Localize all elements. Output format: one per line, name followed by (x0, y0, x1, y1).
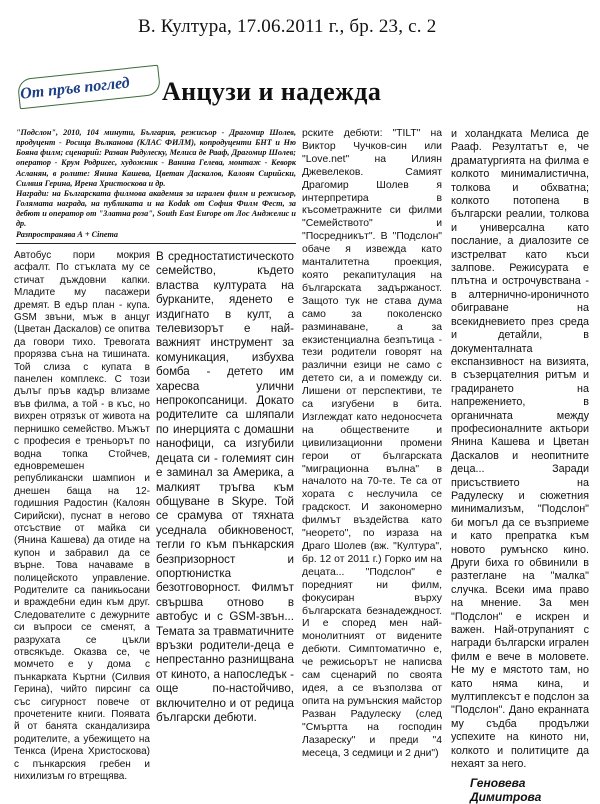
column-3-text: рските дебюти: "TILT" на Виктор Чучков-син или "Love.net" на Илиян Джевелеков. Самият Драгомир Шолев я интерпретира в късометражните си филми "Семейството" и "Посредникът". В "Подслон" обаче я извежда като манталитетна проекция, която рекапитулация на българската задържаност. Защото тук не става дума само за поколенско разминаване, а за екзистенциална безпътица - тези родители говорят на различни езици не само с детето си, а и помежду си. Лишени от перспективи, те са изгубени в бита. Изглеждат като недоносчета на обществените и цивилизационни промени герои от българската "миграционна вълна" в началото на 70-те. Те са от хората с неслучила се градскост. И закономерно филмът въздейства като "неорето", по израза на Драго Шолев (вж. "Култура", бр. 12 от 2011 г.) Горко им на децата... "Подслон" е поредният ни филм, фокусиран върху българската безнадеждност. И е според мен най-монолитният от видените дебюти. Симптоматично е, че режисьорът не написва сам сценарий по своята идея, а се възползва от опита на румънския майстор Разван Радулеску (след "Смъртта на господин Лазареску" и преди "4 месеца, 3 седмици и 2 дни") (302, 128, 442, 759)
text-column-2 (156, 250, 294, 725)
credits-distribution: Разпространява А + Cinema (16, 229, 119, 239)
film-credits (16, 128, 296, 240)
text-column-1 (14, 250, 150, 783)
article-author: Геновева Димитрова (470, 776, 542, 804)
rubric-label: От пръв поглед (19, 74, 131, 103)
publication-source: В. Култура, 17.06.2011 г., бр. 23, с. 2 (138, 16, 437, 37)
column-4-text: и холандката Мелиса де Рааф. Резултатът е, че драматургията на филма е колкото минималистична, толкова и обхватна; колкото потопена в български реалии, толкова и универсална като послание, а диалозите се изстрелват като къси залпове. Режисурата е плътна и острочувствана - в алтерничнo-ироничното обиграване на всекидневието през среда и детайли, в документалната експанзивност на визията, в съзерцателния ритъм и градирането на напрежението, в органичната между професионалните актьори Янина Кашева и Цветан Даскалов и неопитните деца... Заради присъствието на Радулеску и сюжетния минимализъм, "Подслон" би могъл да се възприеме и като препратка към новото румънско кино. Други биха го обвинили в разтеглане на "малка" случка. Всеки има право на мнение. За мен "Подслон" е искрен и важен. Най-отрупаният с награди български игрален филм е вече в моловете. Не му е мястото там, но като няма кина, и мултиплексът е подслон за "Подслон". Дано екранната му съдба продължи успехите на киното ни, колкото и политиците да нехаят за него. (451, 128, 589, 771)
credits-divider (16, 243, 296, 244)
credits-awards: Награди: на Българската филмова академия за игрален филм и режисьор, Голямата награда, на публиката и на Kodak от София Филм Фест, за дебют и оператор от "Златна роза", South East Europe от Лос Анджелис и др. (16, 188, 296, 229)
text-column-4 (451, 128, 589, 772)
column-2-text: В средностатистическото семейство, където властва културата на бурканите, яденето е издигнато в култ, а телевизорът е най-важният инструмент за комуникация, избухва бомба - детето им харесва улични непрокопсаници. Докато родителите са шляпали по инерцията с домашни нанофици, са изгубили децата си - големият син е заминал за Америка, а малкият тръгва към общуване в Skype. Той се срамува от тяхната уседнала обикновеност, тегли го към пънкарския безпризорност и опортюнистка безотговорност. Филмът свършва отново в автобус и с GSM-звън... Темата за травматичните връзки родители-деца е непрестанно разнищвана от киното, а напоследък - още по-настойчиво, включително и от редица български дебюти. (156, 250, 294, 724)
column-1-text: Автобус пори мокрия асфалт. По стъклата му се стичат дъждовни капки. Младите му пасажери дремят. В едър план - купа. GSM звъни, мъж в анцуг (Цветан Даскалов) се опитва да говори тихо. Тревогата прорязва съна на тишината. Той слиза с купата в панелен комплекс. С този дълъг пръв кадър влизаме във филма, а той - в къс, но вихрен отрязък от живота на пернишко семейство. Мъжът с професия е треньорът по водна топка Стойчев, едновремешен републикански шампион и днешен баща на 12-годишния Радостин (Калоян Сирийски), пуснат в негово отсъствие от майка си (Янина Кашева) да отиде на купон и забравил да се върне. Това начаваме в полицейското управление. Родителите са паникьосани и враждебни един към друг. Следователите с дежурните си въпроси се сменят, а разрухата се цъкли отвсякъде. Оказва се, че момчето е у дома с пънкарката Къртни (Силвия Герина), чийто пирсинг са със сигурност повече от прочетените книги. Появата й от банята скандализира родителите, а убежището на Тенкса (Ирена Христоскова) с пънкарския гребен и нихилизъм го втрещява. (14, 250, 150, 783)
text-column-3 (302, 128, 442, 760)
credits-production: "Подслон", 2010, 104 минути, България, режисьор - Драгомир Шолев, продуцент - Росица Вълканова (КЛАС ФИЛМ), копродуценти БНТ и Ню Бояна филм; сценарий: Разван Радулеску, Мелиса де Рааф, Драгомир Шолев; оператор - Крум Родригес, художник - Ванина Гелева, монтаж - Кеворк Асланян, в ролите: Янина Кашева, Цветан Даскалов, Калоян Сирийски, Силвия Герина, Ирена Христоскова и др. (16, 128, 296, 188)
article-title: Анцузи и надежда (162, 77, 382, 106)
